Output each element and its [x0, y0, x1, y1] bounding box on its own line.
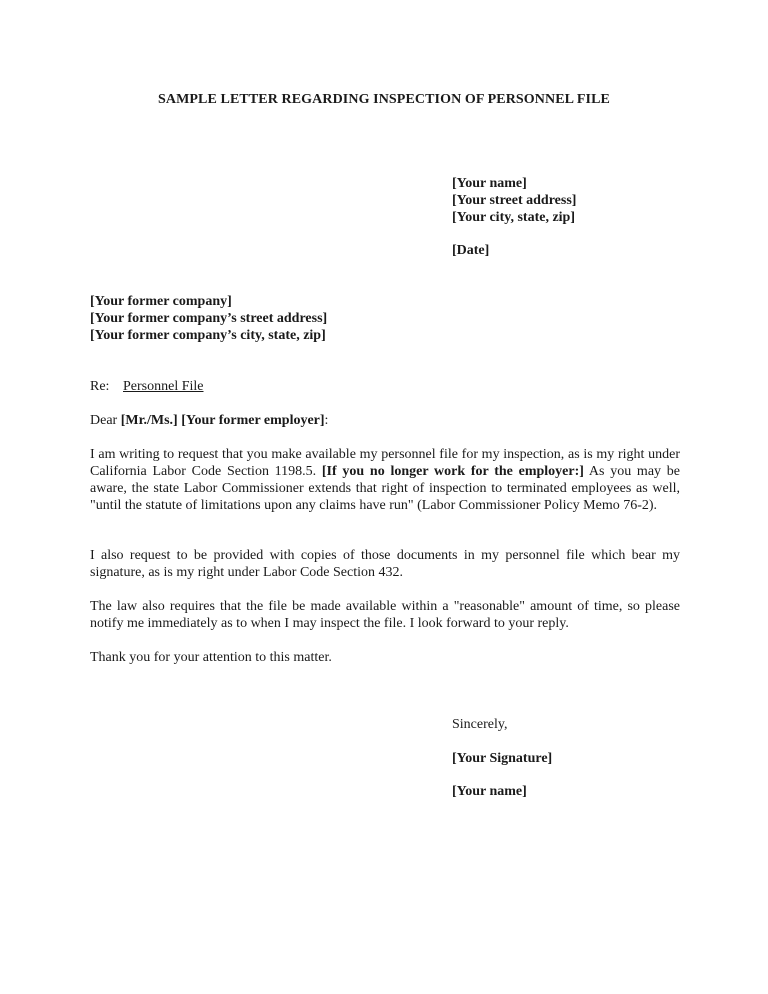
- re-label: Re:: [90, 379, 110, 394]
- letter-date: [Date]: [452, 243, 490, 258]
- salutation: [90, 412, 328, 429]
- body-paragraph-1: [90, 446, 680, 514]
- sender-name: [Your name]: [452, 176, 527, 191]
- recipient-city: [Your former company’s city, state, zip]: [90, 328, 326, 343]
- salutation-punct: :: [324, 413, 329, 428]
- p1-bold-note: [If you no longer work for the employer:]: [321, 464, 584, 479]
- signer-name: [Your name]: [452, 784, 527, 799]
- body-paragraph-4: Thank you for your attention to this matter.: [90, 650, 332, 665]
- recipient-street: [Your former company’s street address]: [90, 311, 328, 326]
- body-paragraph-2: I also request to be provided with copies of those documents in my personnel file which bear my signature, as is my right under Labor Code Section 432.: [90, 548, 680, 580]
- sender-street: [Your street address]: [452, 193, 577, 208]
- p1-text-a: I am writing to request that you make available my personnel file for my inspection, as is my right under California Labor Code Section 1198.5.: [90, 447, 680, 479]
- signature-placeholder: [Your Signature]: [452, 751, 553, 766]
- salutation-dear: Dear: [90, 413, 121, 428]
- recipient-address-block: [90, 293, 327, 344]
- recipient-company: [Your former company]: [90, 294, 232, 309]
- p1-text-b: As you may be aware, the state Labor Commissioner extends that right of inspection to terminated employees as well, "until the statute of limitations upon any claims have run" (Labor Commissioner Policy Memo 76-2).: [90, 464, 680, 513]
- re-line: [90, 378, 204, 395]
- re-subject: Personnel File: [123, 379, 204, 394]
- sender-city: [Your city, state, zip]: [452, 210, 575, 225]
- closing: Sincerely,: [452, 717, 508, 732]
- document-title: SAMPLE LETTER REGARDING INSPECTION OF PERSONNEL FILE: [158, 92, 610, 107]
- body-paragraph-3: The law also requires that the file be made available within a "reasonable" amount of time, so please notify me immediately as to when I may inspect the file. I look forward to your reply.: [90, 599, 680, 631]
- sender-address-block: [452, 175, 576, 226]
- salutation-name: [Mr./Ms.] [Your former employer]: [120, 413, 325, 428]
